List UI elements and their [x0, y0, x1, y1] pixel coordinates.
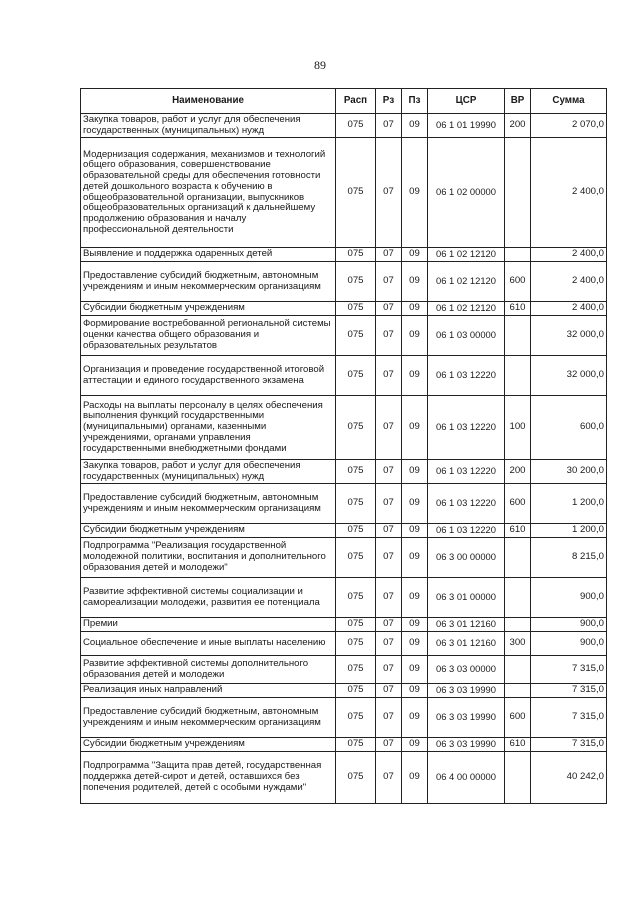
cell-name: Субсидии бюджетным учреждениям — [81, 524, 336, 538]
cell-pz: 09 — [402, 316, 428, 356]
cell-rz: 07 — [376, 738, 402, 752]
header-name: Наименование — [81, 89, 336, 114]
cell-vr — [505, 356, 531, 396]
cell-pz: 09 — [402, 248, 428, 262]
cell-pz: 09 — [402, 262, 428, 302]
cell-rasp: 075 — [336, 138, 376, 248]
cell-name: Модернизация содержания, механизмов и технологий общего образования, совершенствование образовательной среды для обеспечения готовности детей дошкольного возраста к обучению в общеобразовательной организации, выпускников общеобразовательных организаций к дальнейшему продолжению образования и началу профессиональной деятельности — [81, 138, 336, 248]
cell-rz: 07 — [376, 632, 402, 656]
cell-csr: 06 4 00 00000 — [428, 752, 505, 804]
cell-name: Предоставление субсидий бюджетным, автономным учреждениям и иным некоммерческим организациям — [81, 698, 336, 738]
cell-vr: 300 — [505, 632, 531, 656]
header-pz: Пз — [402, 89, 428, 114]
cell-sum: 2 400,0 — [531, 248, 607, 262]
cell-rasp: 075 — [336, 302, 376, 316]
cell-rz: 07 — [376, 524, 402, 538]
cell-sum: 2 400,0 — [531, 138, 607, 248]
cell-pz: 09 — [402, 356, 428, 396]
cell-sum: 900,0 — [531, 632, 607, 656]
cell-csr: 06 3 03 19990 — [428, 684, 505, 698]
cell-rasp: 075 — [336, 356, 376, 396]
cell-name: Предоставление субсидий бюджетным, автономным учреждениям и иным некоммерческим организациям — [81, 484, 336, 524]
cell-pz: 09 — [402, 396, 428, 460]
cell-vr: 100 — [505, 396, 531, 460]
cell-name: Развитие эффективной системы социализации и самореализации молодежи, развития ее потенциала — [81, 578, 336, 618]
cell-rasp: 075 — [336, 656, 376, 684]
cell-rasp: 075 — [336, 396, 376, 460]
cell-pz: 09 — [402, 738, 428, 752]
cell-csr: 06 1 03 12220 — [428, 460, 505, 484]
cell-csr: 06 1 02 12120 — [428, 262, 505, 302]
cell-csr: 06 1 01 19990 — [428, 114, 505, 138]
cell-rasp: 075 — [336, 460, 376, 484]
cell-sum: 900,0 — [531, 578, 607, 618]
table-row — [81, 632, 607, 656]
cell-sum: 2 070,0 — [531, 114, 607, 138]
cell-sum: 900,0 — [531, 618, 607, 632]
table-row — [81, 138, 607, 248]
cell-rasp: 075 — [336, 524, 376, 538]
cell-csr: 06 1 02 00000 — [428, 138, 505, 248]
cell-vr: 610 — [505, 524, 531, 538]
cell-rz: 07 — [376, 752, 402, 804]
cell-rz: 07 — [376, 302, 402, 316]
cell-rz: 07 — [376, 396, 402, 460]
cell-vr: 610 — [505, 738, 531, 752]
cell-rz: 07 — [376, 484, 402, 524]
table-row — [81, 538, 607, 578]
cell-pz: 09 — [402, 484, 428, 524]
cell-rasp: 075 — [336, 698, 376, 738]
table-row — [81, 460, 607, 484]
cell-csr: 06 1 02 12120 — [428, 302, 505, 316]
cell-rz: 07 — [376, 248, 402, 262]
cell-rasp: 075 — [336, 618, 376, 632]
cell-rz: 07 — [376, 316, 402, 356]
cell-rasp: 075 — [336, 684, 376, 698]
cell-name: Выявление и поддержка одаренных детей — [81, 248, 336, 262]
cell-sum: 1 200,0 — [531, 484, 607, 524]
cell-name: Организация и проведение государственной итоговой аттестации и единого государственного экзамена — [81, 356, 336, 396]
cell-name: Премии — [81, 618, 336, 632]
cell-pz: 09 — [402, 656, 428, 684]
table-row — [81, 656, 607, 684]
cell-sum: 2 400,0 — [531, 262, 607, 302]
table-row — [81, 578, 607, 618]
cell-csr: 06 3 03 19990 — [428, 698, 505, 738]
cell-csr: 06 3 00 00000 — [428, 538, 505, 578]
cell-rasp: 075 — [336, 738, 376, 752]
cell-csr: 06 1 03 12220 — [428, 396, 505, 460]
cell-pz: 09 — [402, 138, 428, 248]
cell-csr: 06 1 03 12220 — [428, 484, 505, 524]
table-row — [81, 302, 607, 316]
table-row — [81, 248, 607, 262]
table-row — [81, 484, 607, 524]
cell-csr: 06 3 01 12160 — [428, 632, 505, 656]
cell-rasp: 075 — [336, 578, 376, 618]
header-rasp: Расп — [336, 89, 376, 114]
cell-vr — [505, 138, 531, 248]
cell-name: Реализация иных направлений — [81, 684, 336, 698]
cell-rasp: 075 — [336, 262, 376, 302]
cell-csr: 06 1 03 12220 — [428, 356, 505, 396]
cell-rz: 07 — [376, 656, 402, 684]
cell-rz: 07 — [376, 460, 402, 484]
cell-sum: 7 315,0 — [531, 738, 607, 752]
cell-rz: 07 — [376, 538, 402, 578]
cell-rz: 07 — [376, 698, 402, 738]
cell-rasp: 075 — [336, 316, 376, 356]
cell-pz: 09 — [402, 578, 428, 618]
cell-vr: 200 — [505, 460, 531, 484]
table-row — [81, 752, 607, 804]
cell-pz: 09 — [402, 618, 428, 632]
header-vr: ВР — [505, 89, 531, 114]
cell-vr — [505, 618, 531, 632]
cell-csr: 06 3 03 19990 — [428, 738, 505, 752]
cell-sum: 32 000,0 — [531, 316, 607, 356]
cell-pz: 09 — [402, 302, 428, 316]
cell-vr — [505, 578, 531, 618]
cell-csr: 06 3 03 00000 — [428, 656, 505, 684]
cell-name: Подпрограмма "Реализация государственной молодежной политики, воспитания и дополнительного образования детей и молодежи" — [81, 538, 336, 578]
cell-rasp: 075 — [336, 538, 376, 578]
cell-sum: 1 200,0 — [531, 524, 607, 538]
table-row — [81, 316, 607, 356]
cell-vr — [505, 316, 531, 356]
table-row — [81, 524, 607, 538]
cell-rasp: 075 — [336, 632, 376, 656]
cell-sum: 2 400,0 — [531, 302, 607, 316]
cell-name: Расходы на выплаты персоналу в целях обеспечения выполнения функций государственными (муниципальными) органами, казенными учреждениями, органами управления государственными внебюджетными фондами — [81, 396, 336, 460]
cell-rasp: 075 — [336, 752, 376, 804]
cell-rz: 07 — [376, 114, 402, 138]
budget-table — [80, 88, 607, 804]
table-row — [81, 396, 607, 460]
cell-rasp: 075 — [336, 248, 376, 262]
cell-rz: 07 — [376, 356, 402, 396]
cell-csr: 06 3 01 12160 — [428, 618, 505, 632]
cell-sum: 32 000,0 — [531, 356, 607, 396]
cell-sum: 7 315,0 — [531, 656, 607, 684]
cell-vr: 200 — [505, 114, 531, 138]
cell-vr: 610 — [505, 302, 531, 316]
header-sum: Сумма — [531, 89, 607, 114]
cell-pz: 09 — [402, 632, 428, 656]
cell-name: Субсидии бюджетным учреждениям — [81, 302, 336, 316]
cell-name: Субсидии бюджетным учреждениям — [81, 738, 336, 752]
cell-rz: 07 — [376, 618, 402, 632]
cell-pz: 09 — [402, 752, 428, 804]
cell-rz: 07 — [376, 684, 402, 698]
cell-pz: 09 — [402, 698, 428, 738]
cell-sum: 30 200,0 — [531, 460, 607, 484]
cell-csr: 06 1 03 00000 — [428, 316, 505, 356]
cell-rasp: 075 — [336, 114, 376, 138]
cell-pz: 09 — [402, 524, 428, 538]
cell-name: Развитие эффективной системы дополнительного образования детей и молодежи — [81, 656, 336, 684]
table-row — [81, 262, 607, 302]
cell-csr: 06 3 01 00000 — [428, 578, 505, 618]
cell-sum: 40 242,0 — [531, 752, 607, 804]
cell-vr — [505, 656, 531, 684]
cell-pz: 09 — [402, 460, 428, 484]
cell-vr: 600 — [505, 698, 531, 738]
cell-vr — [505, 538, 531, 578]
page-number: 89 — [314, 58, 326, 72]
cell-name: Закупка товаров, работ и услуг для обеспечения государственных (муниципальных) нужд — [81, 460, 336, 484]
cell-sum: 7 315,0 — [531, 684, 607, 698]
header-csr: ЦСР — [428, 89, 505, 114]
cell-rasp: 075 — [336, 484, 376, 524]
cell-sum: 8 215,0 — [531, 538, 607, 578]
table-header-row — [81, 89, 607, 114]
cell-pz: 09 — [402, 114, 428, 138]
cell-name: Закупка товаров, работ и услуг для обеспечения государственных (муниципальных) нужд — [81, 114, 336, 138]
cell-csr: 06 1 02 12120 — [428, 248, 505, 262]
cell-vr: 600 — [505, 262, 531, 302]
cell-rz: 07 — [376, 262, 402, 302]
table-row — [81, 738, 607, 752]
cell-pz: 09 — [402, 684, 428, 698]
table-row — [81, 356, 607, 396]
cell-sum: 600,0 — [531, 396, 607, 460]
cell-name: Социальное обеспечение и иные выплаты населению — [81, 632, 336, 656]
header-rz: Рз — [376, 89, 402, 114]
cell-vr — [505, 684, 531, 698]
cell-rz: 07 — [376, 578, 402, 618]
cell-vr — [505, 248, 531, 262]
table-row — [81, 684, 607, 698]
cell-vr — [505, 752, 531, 804]
cell-name: Предоставление субсидий бюджетным, автономным учреждениям и иным некоммерческим организациям — [81, 262, 336, 302]
cell-name: Формирование востребованной региональной системы оценки качества общего образования и образовательных результатов — [81, 316, 336, 356]
cell-name: Подпрограмма "Защита прав детей, государственная поддержка детей-сирот и детей, оставшихся без попечения родителей, детей с особыми нуждами" — [81, 752, 336, 804]
cell-sum: 7 315,0 — [531, 698, 607, 738]
cell-pz: 09 — [402, 538, 428, 578]
cell-rz: 07 — [376, 138, 402, 248]
table-row — [81, 618, 607, 632]
table-row — [81, 698, 607, 738]
table-row — [81, 114, 607, 138]
cell-csr: 06 1 03 12220 — [428, 524, 505, 538]
cell-vr: 600 — [505, 484, 531, 524]
